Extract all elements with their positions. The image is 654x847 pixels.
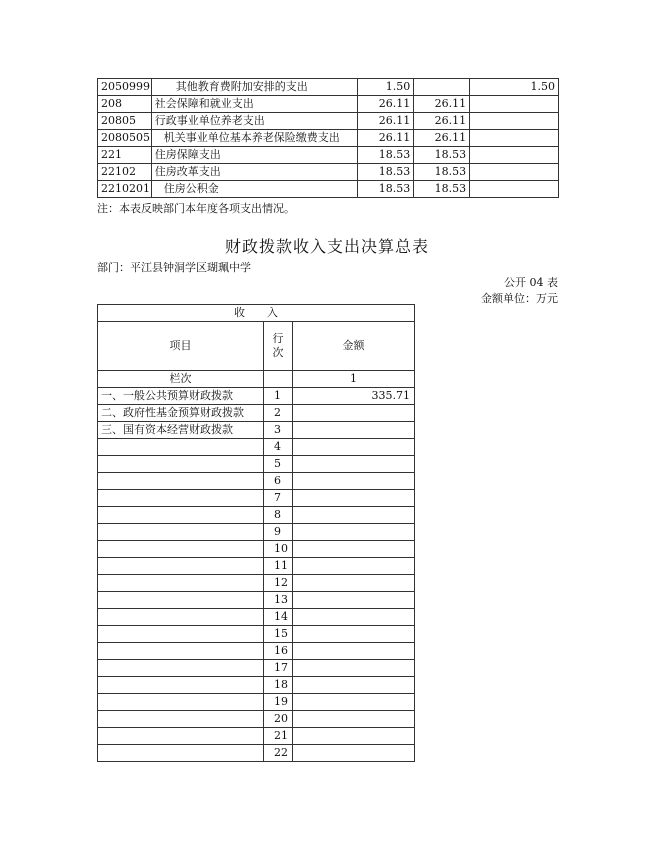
table-row	[98, 711, 415, 728]
row-number: 12	[264, 575, 293, 592]
row-total: 18.53	[358, 147, 414, 164]
income-amount	[293, 643, 415, 660]
row-number: 17	[264, 660, 293, 677]
row-name: 住房保障支出	[151, 147, 358, 164]
income-amount	[293, 660, 415, 677]
table-row	[98, 147, 559, 164]
row-total: 1.50	[358, 79, 414, 96]
income-item	[98, 677, 264, 694]
income-item	[98, 643, 264, 660]
table-row	[98, 490, 415, 507]
income-item	[98, 473, 264, 490]
row-number: 19	[264, 694, 293, 711]
row-basic: 26.11	[414, 113, 470, 130]
row-number: 1	[264, 388, 293, 405]
row-code: 2210201	[98, 181, 152, 198]
section-header: 收 入	[98, 305, 415, 322]
row-number: 3	[264, 422, 293, 439]
table-row	[98, 626, 415, 643]
income-item	[98, 524, 264, 541]
row-basic: 18.53	[414, 147, 470, 164]
form-number: 公开 04 表	[504, 276, 558, 289]
income-amount	[293, 626, 415, 643]
table-row	[98, 643, 415, 660]
table-row	[98, 113, 559, 130]
income-amount	[293, 490, 415, 507]
row-number: 16	[264, 643, 293, 660]
table-row	[98, 660, 415, 677]
income-amount	[293, 677, 415, 694]
row-project: 1.50	[470, 79, 559, 96]
income-item	[98, 745, 264, 762]
table-row	[98, 745, 415, 762]
income-item	[98, 711, 264, 728]
row-number: 4	[264, 439, 293, 456]
row-total: 18.53	[358, 164, 414, 181]
income-item	[98, 541, 264, 558]
table-row	[98, 575, 415, 592]
row-name: 社会保障和就业支出	[151, 96, 358, 113]
row-code: 22102	[98, 164, 152, 181]
row-total: 26.11	[358, 96, 414, 113]
income-amount: 335.71	[293, 388, 415, 405]
table-row	[98, 130, 559, 147]
row-project	[470, 164, 559, 181]
income-amount	[293, 745, 415, 762]
income-item	[98, 558, 264, 575]
row-number: 5	[264, 456, 293, 473]
income-amount	[293, 711, 415, 728]
row-number: 14	[264, 609, 293, 626]
table-note: 注：本表反映部门本年度各项支出情况。	[97, 202, 295, 215]
table-row	[98, 422, 415, 439]
income-amount	[293, 507, 415, 524]
table-row	[98, 524, 415, 541]
row-name: 住房改革支出	[151, 164, 358, 181]
row-basic: 26.11	[414, 96, 470, 113]
income-amount	[293, 592, 415, 609]
income-amount	[293, 575, 415, 592]
col-amount-number: 1	[293, 371, 415, 388]
table-row	[98, 473, 415, 490]
col-item-header: 项目	[98, 322, 264, 371]
income-item	[98, 609, 264, 626]
row-number: 9	[264, 524, 293, 541]
row-project	[470, 147, 559, 164]
table-row	[98, 96, 559, 113]
row-total: 18.53	[358, 181, 414, 198]
row-code: 221	[98, 147, 152, 164]
table-row	[98, 541, 415, 558]
income-amount	[293, 405, 415, 422]
row-number: 11	[264, 558, 293, 575]
income-item	[98, 456, 264, 473]
col-row-no-header: 行次	[264, 322, 293, 371]
income-item	[98, 490, 264, 507]
income-amount	[293, 541, 415, 558]
row-number: 20	[264, 711, 293, 728]
row-code: 2080505	[98, 130, 152, 147]
income-item: 三、国有资本经营财政拨款	[98, 422, 264, 439]
income-amount	[293, 609, 415, 626]
column-header-row	[98, 322, 415, 371]
income-amount	[293, 558, 415, 575]
income-item	[98, 660, 264, 677]
row-code: 2050999	[98, 79, 152, 96]
row-code: 20805	[98, 113, 152, 130]
income-amount	[293, 524, 415, 541]
income-amount	[293, 439, 415, 456]
table-row	[98, 79, 559, 96]
row-number: 10	[264, 541, 293, 558]
col-label-row-blank	[264, 371, 293, 388]
income-item	[98, 439, 264, 456]
row-number: 13	[264, 592, 293, 609]
row-number: 21	[264, 728, 293, 745]
row-project	[470, 96, 559, 113]
row-number: 8	[264, 507, 293, 524]
row-number: 7	[264, 490, 293, 507]
table-row	[98, 728, 415, 745]
table-row	[98, 439, 415, 456]
income-item: 二、政府性基金预算财政拨款	[98, 405, 264, 422]
table-row	[98, 181, 559, 198]
income-item	[98, 592, 264, 609]
expenditure-detail-table	[97, 78, 559, 198]
income-amount	[293, 728, 415, 745]
department-label: 部门：平江县钟洞学区瑚珮中学	[97, 261, 251, 274]
row-basic	[414, 79, 470, 96]
income-summary-body	[98, 305, 415, 762]
col-amount-header: 金额	[293, 322, 415, 371]
table-row	[98, 456, 415, 473]
income-amount	[293, 456, 415, 473]
row-project	[470, 181, 559, 198]
row-total: 26.11	[358, 113, 414, 130]
income-item	[98, 728, 264, 745]
section-header-row	[98, 305, 415, 322]
row-number: 15	[264, 626, 293, 643]
row-code: 208	[98, 96, 152, 113]
row-basic: 26.11	[414, 130, 470, 147]
row-project	[470, 130, 559, 147]
income-amount	[293, 422, 415, 439]
row-basic: 18.53	[414, 181, 470, 198]
table-row	[98, 609, 415, 626]
column-number-row	[98, 371, 415, 388]
income-amount	[293, 473, 415, 490]
col-label-row: 栏次	[98, 371, 264, 388]
row-number: 18	[264, 677, 293, 694]
row-number: 6	[264, 473, 293, 490]
row-total: 26.11	[358, 130, 414, 147]
row-number: 22	[264, 745, 293, 762]
row-name: 其他教育费附加安排的支出	[151, 79, 358, 96]
table-row	[98, 677, 415, 694]
table-row	[98, 558, 415, 575]
table-row	[98, 164, 559, 181]
table-row	[98, 507, 415, 524]
income-summary-table	[97, 304, 415, 762]
table-row	[98, 694, 415, 711]
row-project	[470, 113, 559, 130]
amount-unit: 金额单位：万元	[481, 292, 558, 305]
page-title: 财政拨款收入支出决算总表	[224, 237, 429, 256]
income-item: 一、一般公共预算财政拨款	[98, 388, 264, 405]
income-amount	[293, 694, 415, 711]
row-name: 住房公积金	[151, 181, 358, 198]
income-item	[98, 507, 264, 524]
row-basic: 18.53	[414, 164, 470, 181]
income-item	[98, 626, 264, 643]
income-item	[98, 575, 264, 592]
table-row	[98, 592, 415, 609]
table-row	[98, 388, 415, 405]
table-row	[98, 405, 415, 422]
row-number: 2	[264, 405, 293, 422]
row-name: 行政事业单位养老支出	[151, 113, 358, 130]
income-item	[98, 694, 264, 711]
row-name: 机关事业单位基本养老保险缴费支出	[151, 130, 358, 147]
expenditure-detail-body	[98, 79, 559, 198]
